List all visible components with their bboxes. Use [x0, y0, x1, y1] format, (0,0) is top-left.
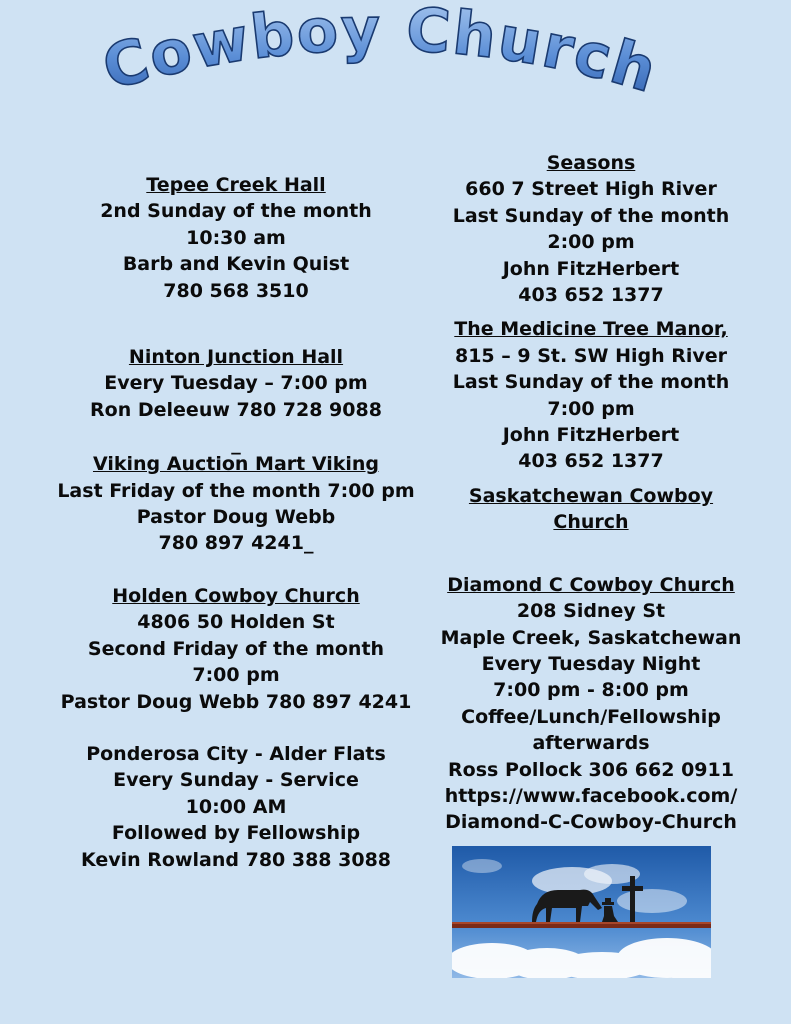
cowboy-cross-photo [452, 846, 711, 978]
seasons-line-3: 2:00 pm [547, 231, 635, 254]
tepee-line-2: 10:30 am [186, 226, 286, 249]
diamond-line-1: 208 Sidney St [516, 600, 666, 623]
ninton-line-1: Every Tuesday – 7:00 pm [104, 372, 368, 395]
medicine-line-1: 815 – 9 St. SW High River [454, 344, 728, 367]
diamond-line-8: https://www.facebook.com/ [444, 784, 738, 807]
diamond-line-9: Diamond-C-Cowboy-Church [445, 811, 737, 834]
ponderosa-block [40, 741, 432, 873]
seasons-line-5: 403 652 1377 [518, 284, 664, 307]
seasons-line-4: John FitzHerbert [502, 257, 680, 280]
viking-auction-block [40, 451, 432, 557]
right-column [440, 150, 742, 836]
left-column [40, 172, 432, 873]
seasons-line-1: 660 7 Street High River [465, 178, 717, 201]
page-title [0, 0, 791, 160]
spacer-mark: _ [231, 433, 241, 456]
ponderosa-line-3: 10:00 AM [185, 795, 287, 818]
holden-line-3: 7:00 pm [192, 664, 280, 687]
diamond-line-7: Ross Pollock 306 662 0911 [448, 758, 734, 781]
viking-line-1: Last Friday of the month 7:00 pm [57, 479, 415, 502]
seasons-line-2: Last Sunday of the month [452, 204, 730, 227]
medicine-line-2: Last Sunday of the month [452, 371, 730, 394]
holden-line-2: Second Friday of the month [87, 637, 385, 660]
tepee-creek-block [40, 172, 432, 304]
tepee-creek-heading: Tepee Creek Hall [146, 174, 326, 196]
viking-line-3: 780 897 4241_ [158, 532, 314, 555]
holden-heading: Holden Cowboy Church [112, 584, 360, 607]
diamond-line-2: Maple Creek, Saskatchewan [440, 626, 742, 649]
tepee-line-4: 780 568 3510 [163, 279, 309, 302]
diamond-line-4: 7:00 pm - 8:00 pm [493, 679, 689, 702]
medicine-heading: The Medicine Tree Manor, [454, 318, 728, 341]
diamond-c-block [440, 572, 742, 836]
tepee-line-3: Barb and Kevin Quist [122, 253, 350, 276]
medicine-tree-block [440, 316, 742, 474]
saskatchewan-heading-2: Church [553, 511, 629, 534]
diamond-heading: Diamond C Cowboy Church [447, 573, 735, 596]
seasons-heading: Seasons [546, 152, 636, 174]
ninton-line-2: Ron Deleeuw 780 728 9088 [90, 398, 382, 421]
ninton-junction-block [40, 344, 432, 423]
ninton-heading: Ninton Junction Hall [128, 346, 344, 369]
ponderosa-line-5: Kevin Rowland 780 388 3088 [80, 848, 392, 871]
ponderosa-line-1: Ponderosa City - Alder Flats [86, 742, 386, 765]
saskatchewan-heading-1: Saskatchewan Cowboy [468, 484, 714, 507]
tepee-line-1: 2nd Sunday of the month [100, 200, 372, 223]
viking-line-2: Pastor Doug Webb [136, 506, 336, 529]
medicine-line-4: John FitzHerbert [502, 424, 680, 447]
seasons-block [440, 150, 742, 308]
holden-line-1: 4806 50 Holden St [137, 611, 335, 634]
viking-heading: Viking Auction Mart Viking [92, 453, 379, 476]
saskatchewan-block [440, 483, 742, 536]
holden-block [40, 583, 432, 715]
diamond-line-5: Coffee/Lunch/Fellowship [461, 705, 721, 728]
diamond-line-3: Every Tuesday Night [481, 652, 701, 675]
ponderosa-line-4: Followed by Fellowship [111, 822, 361, 845]
page-title-text: Cowboy Church [95, 0, 666, 108]
medicine-line-5: 403 652 1377 [518, 450, 664, 473]
medicine-line-3: 7:00 pm [547, 397, 635, 420]
holden-line-4: Pastor Doug Webb 780 897 4241 [60, 690, 412, 713]
ponderosa-line-2: Every Sunday - Service [113, 769, 359, 792]
diamond-line-6: afterwards [532, 732, 650, 755]
